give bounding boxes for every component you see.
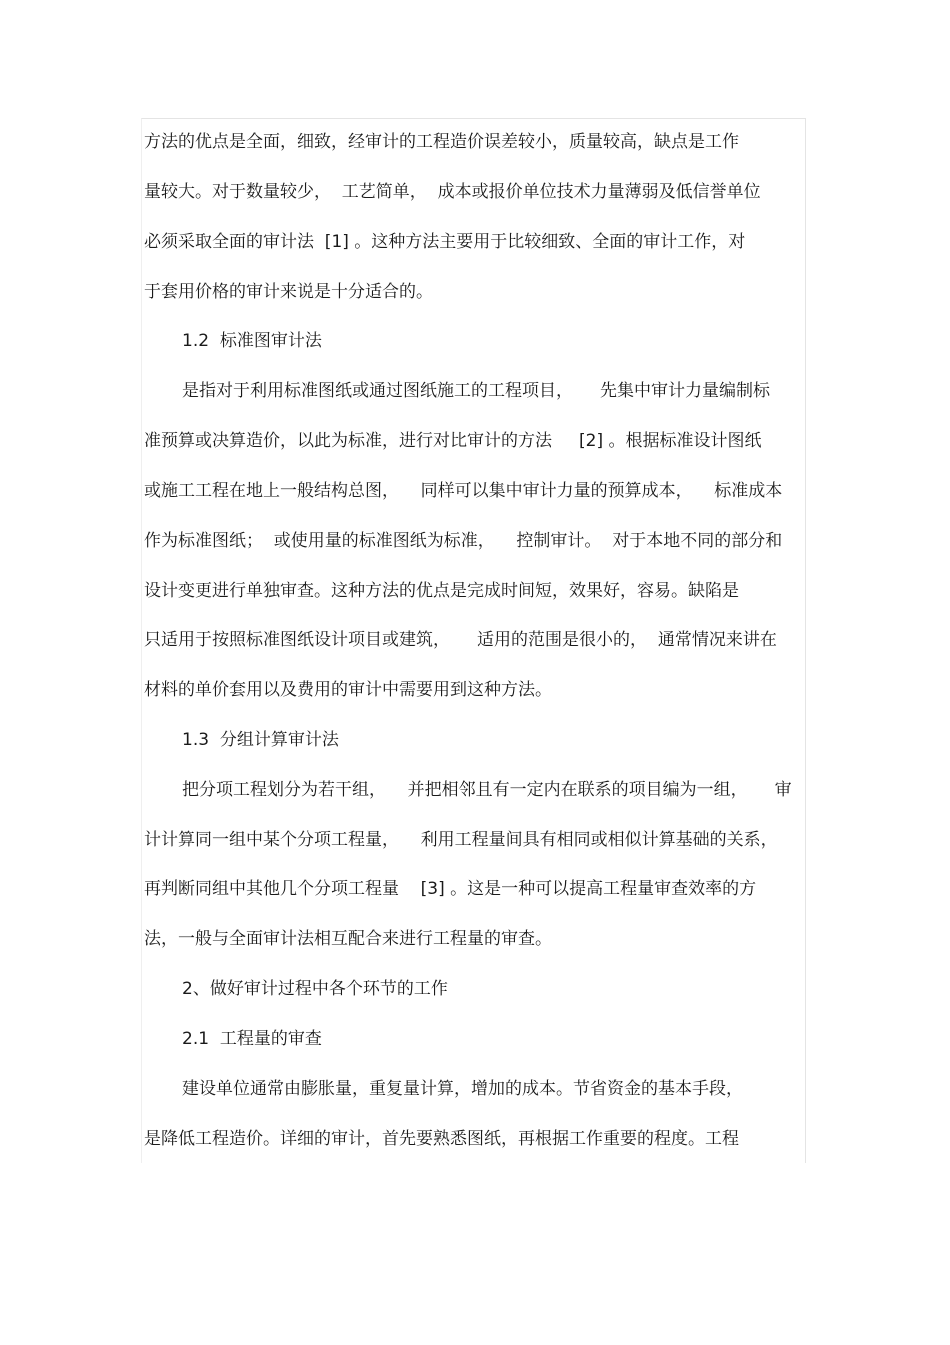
text-line: 再判断同组中其他几个分项工程量 [3] 。这是一种可以提高工程量审查效率的方	[144, 879, 757, 899]
text-line: 是降低工程造价。详细的审计，首先要熟悉图纸，再根据工作重要的程度。工程	[144, 1129, 739, 1149]
text-line: 准预算或决算造价，以此为标准，进行对比审计的方法 [2] 。根据标准设计图纸	[144, 431, 762, 451]
section-heading: 2、做好审计过程中各个环节的工作	[182, 979, 448, 999]
text-line: 计计算同一组中某个分项工程量， 利用工程量间具有相同或相似计算基础的关系，	[144, 830, 778, 850]
text-line: 必须采取全面的审计法 [1] 。这种方法主要用于比较细致、全面的审计工作，对	[144, 232, 746, 252]
text-line: 或施工工程在地上一般结构总图， 同样可以集中审计力量的预算成本， 标准成本	[144, 481, 783, 501]
text-line: 设计变更进行单独审查。这种方法的优点是完成时间短，效果好，容易。缺陷是	[144, 581, 739, 601]
section-heading: 1.3 分组计算审计法	[182, 730, 339, 750]
text-line: 建设单位通常由膨胀量，重复量计算，增加的成本。节省资金的基本手段，	[182, 1079, 743, 1099]
section-heading: 1.2 标准图审计法	[182, 331, 322, 351]
text-line: 量较大。对于数量较少， 工艺简单， 成本或报价单位技术力量薄弱及低信誉单位	[144, 182, 761, 202]
text-line: 只适用于按照标准图纸设计项目或建筑， 适用的范围是很小的， 通常情况来讲在	[144, 630, 777, 650]
text-line: 是指对于利用标准图纸或通过图纸施工的工程项目， 先集中审计力量编制标	[182, 381, 771, 401]
text-line: 材料的单价套用以及费用的审计中需要用到这种方法。	[144, 680, 552, 700]
text-line: 于套用价格的审计来说是十分适合的。	[144, 282, 433, 302]
section-heading: 2.1 工程量的审查	[182, 1029, 322, 1049]
text-line: 方法的优点是全面，细致，经审计的工程造价误差较小，质量较高，缺点是工作	[144, 132, 739, 152]
text-line: 法，一般与全面审计法相互配合来进行工程量的审查。	[144, 929, 552, 949]
text-line: 作为标准图纸； 或使用量的标准图纸为标准， 控制审计。 对于本地不同的部分和	[144, 531, 783, 551]
text-line: 把分项工程划分为若干组， 并把相邻且有一定内在联系的项目编为一组， 审	[182, 780, 792, 800]
